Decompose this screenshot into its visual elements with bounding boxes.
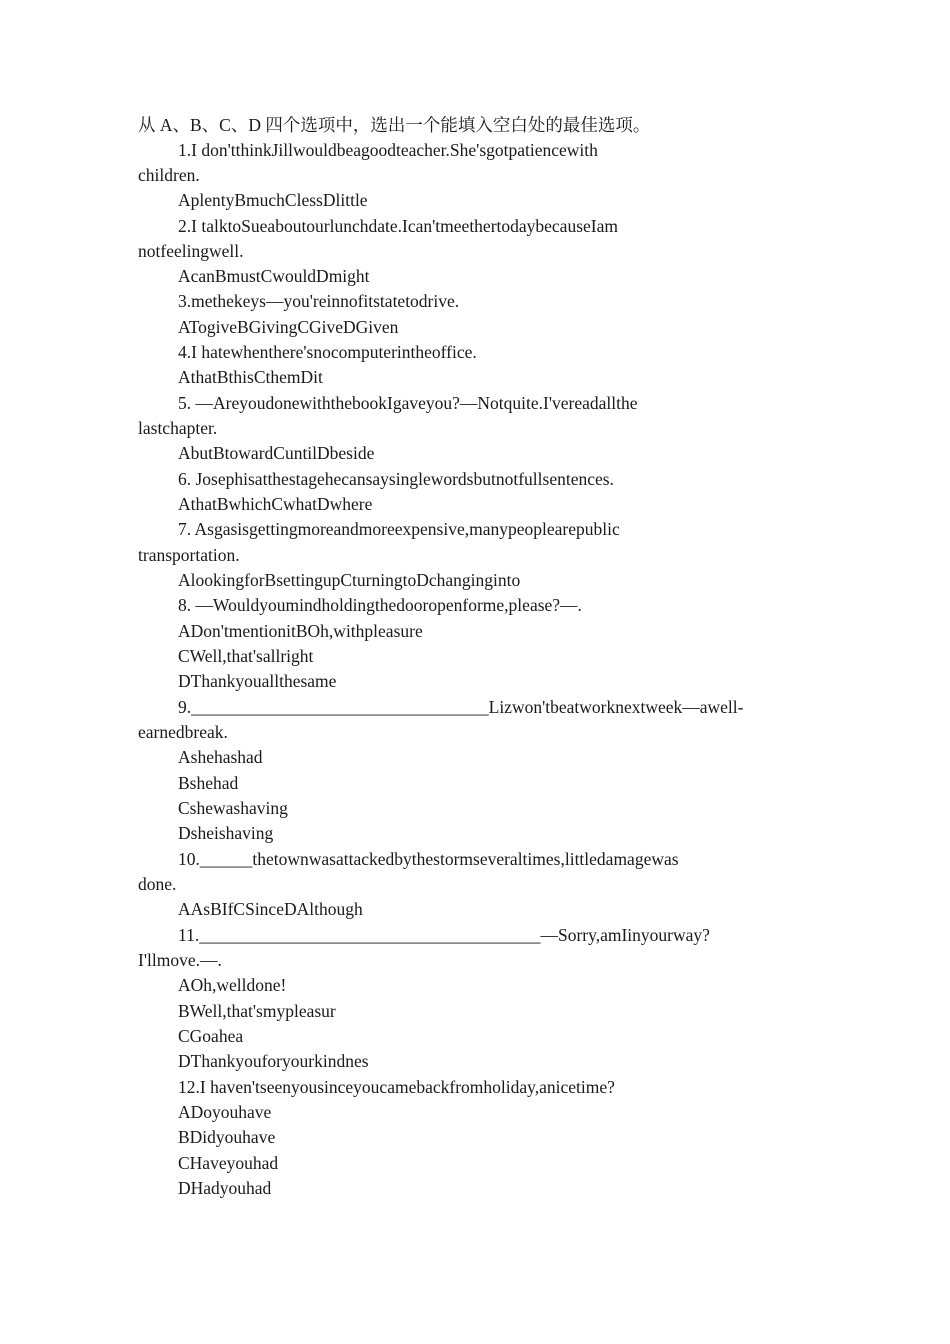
question-8-option-c: CWell,that'sallright — [178, 646, 314, 666]
question-3-line-1: 3.methekeys—you'reinnofitstatetodrive. — [178, 291, 460, 311]
question-11-line-2: I'llmove.—. — [138, 950, 222, 970]
question-9-line-2: earnedbreak. — [138, 722, 228, 742]
question-7-options: AlookingforBsettingupCturningtoDchanginginto — [178, 570, 521, 590]
question-2-line-2: notfeelingwell. — [138, 241, 244, 261]
question-10-line-2: done. — [138, 874, 177, 894]
question-8-line-1: 8. —Wouldyoumindholdingthedooropenforme,please?—. — [178, 595, 582, 615]
question-5-line-2: lastchapter. — [138, 418, 218, 438]
question-11-option-d: DThankyouforyourkindnes — [178, 1051, 369, 1071]
question-1-line-1: 1.I don'tthinkJillwouldbeagoodteacher.She'sgotpatiencewith — [178, 140, 598, 160]
question-9-option-d: Dsheishaving — [178, 823, 274, 843]
question-11-option-c: CGoahea — [178, 1026, 244, 1046]
question-8-options-ab: ADon'tmentionitBOh,withpleasure — [178, 621, 423, 641]
question-6-line-1: 6. Josephisatthestagehecansaysinglewordsbutnotfullsentences. — [178, 469, 614, 489]
question-3-options: ATogiveBGivingCGiveDGiven — [178, 317, 399, 337]
question-2-line-1: 2.I talktoSueaboutourlunchdate.Ican'tmeethertodaybecauseIam — [178, 216, 618, 236]
question-8-option-d: DThankyouallthesame — [178, 671, 337, 691]
question-6-options: AthatBwhichCwhatDwhere — [178, 494, 373, 514]
question-4-options: AthatBthisCthemDit — [178, 367, 323, 387]
question-10-line-1: 10.______thetownwasattackedbythestormseveraltimes,littledamagewas — [178, 849, 679, 869]
instruction-text: 从 A、B、C、D 四个选项中，选出一个能填入空白处的最佳选项。 — [138, 115, 651, 135]
question-9-option-b: Bshehad — [178, 773, 239, 793]
question-7-line-2: transportation. — [138, 545, 240, 565]
question-10-options: AAsBIfCSinceDAlthough — [178, 899, 363, 919]
question-9-option-a: Ashehashad — [178, 747, 263, 767]
question-7-line-1: 7. Asgasisgettingmoreandmoreexpensive,manypeoplearepublic — [178, 519, 620, 539]
question-1-options: AplentyBmuchClessDlittle — [178, 190, 368, 210]
question-11-option-a: AOh,welldone! — [178, 975, 287, 995]
question-5-line-1: 5. —AreyoudonewiththebookIgaveyou?—Notquite.I'vereadallthe — [178, 393, 638, 413]
question-12-option-a: ADoyouhave — [178, 1102, 272, 1122]
question-9-option-c: Cshewashaving — [178, 798, 288, 818]
question-4-line-1: 4.I hatewhenthere'snocomputerintheoffice. — [178, 342, 477, 362]
question-12-line-1: 12.I haven'tseenyousinceyoucamebackfromholiday,anicetime? — [178, 1077, 615, 1097]
question-12-option-b: BDidyouhave — [178, 1127, 276, 1147]
question-9-line-1: 9.__________________________________Lizwon'tbeatworknextweek—awell- — [178, 697, 744, 717]
question-2-options: AcanBmustCwouldDmight — [178, 266, 370, 286]
question-11-line-1: 11._______________________________________—Sorry,amIinyourway? — [178, 925, 710, 945]
question-12-option-c: CHaveyouhad — [178, 1153, 279, 1173]
question-1-line-2: children. — [138, 165, 200, 185]
question-5-options: AbutBtowardCuntilDbeside — [178, 443, 375, 463]
question-11-option-b: BWell,that'smypleasur — [178, 1001, 336, 1021]
question-12-option-d: DHadyouhad — [178, 1178, 272, 1198]
